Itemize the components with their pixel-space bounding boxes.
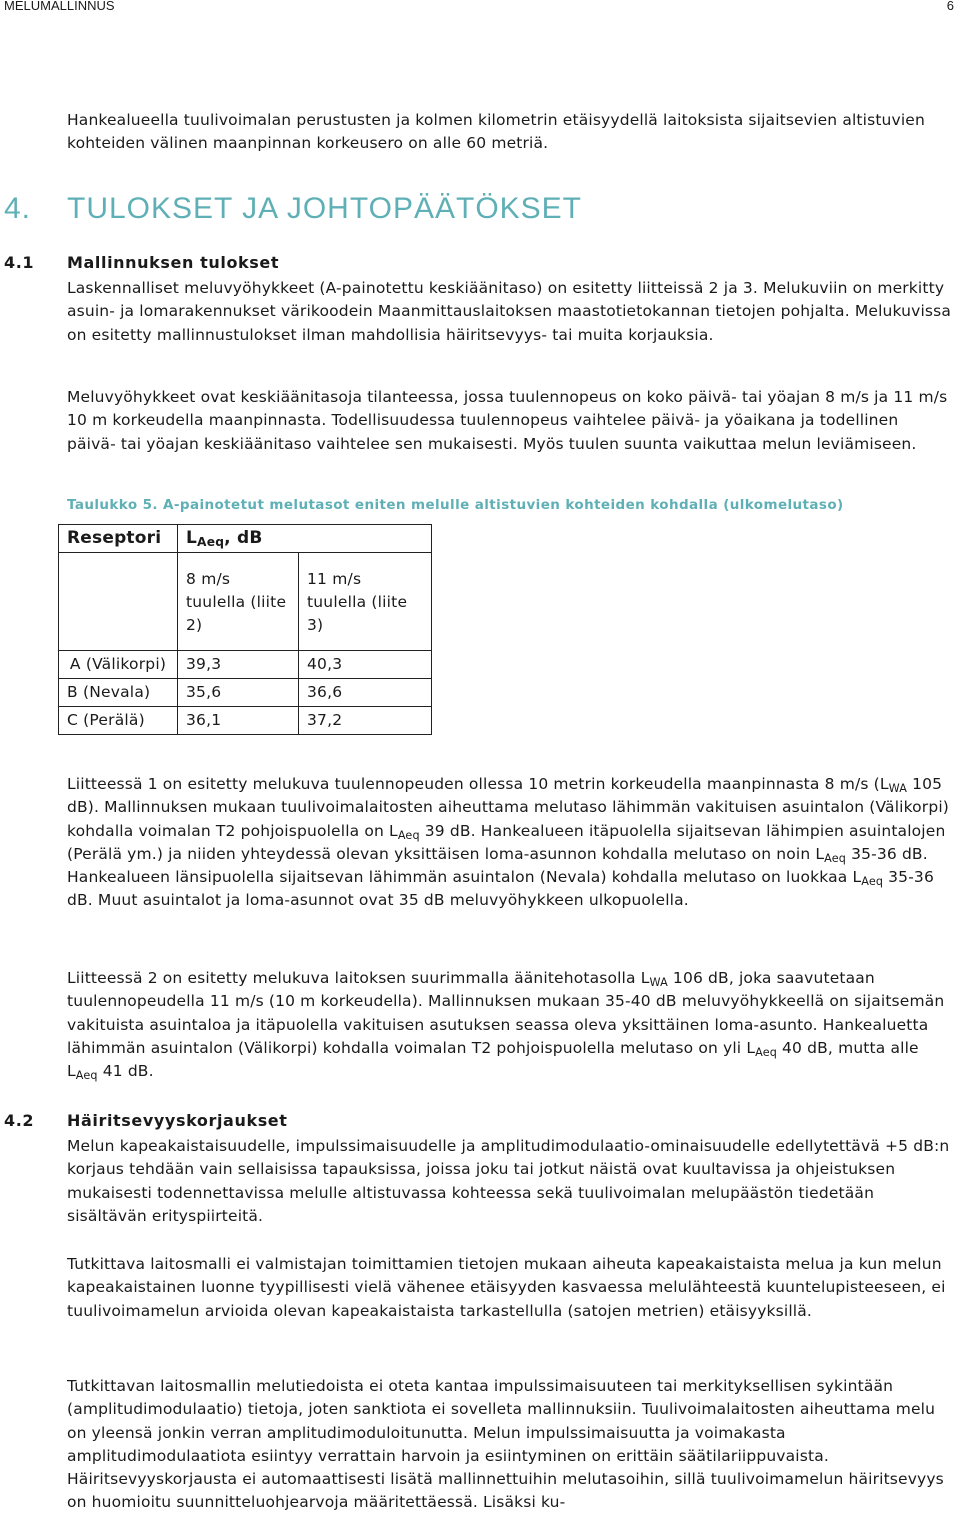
table-row — [59, 707, 432, 735]
table-subheader-row — [59, 553, 432, 651]
page-header — [0, 0, 960, 14]
value-11ms-cell: 37,2 — [299, 707, 432, 735]
table-caption-text: A-painotetut melutasot eniten melulle altistuvien kohteiden kohdalla (ulkomelutaso) — [163, 497, 844, 513]
section-4-2-heading — [4, 1111, 288, 1130]
section-4-2-title: Häiritsevyyskorjaukset — [67, 1111, 288, 1130]
correction-paragraph-1: Melun kapeakaistaisuudelle, impulssimaisuudelle ja amplitudimodulaatio-ominaisuudelle edellytettävä +5 dB:n korjaus tehdään vain sellaisissa tapauksissa, joissa joku tai jotkut näistä ovat kuultavissa ja ohjeistuksen mukaisesti todennettavissa melulle altistuvassa kohteessa sekä tuulivoimalan melupäästön tiedetään sisältävän erityspiirteitä. — [67, 1137, 950, 1225]
value-8ms-cell: 35,6 — [178, 679, 299, 707]
section-4-1-title: Mallinnuksen tulokset — [67, 253, 280, 272]
intro-paragraph: Hankealueella tuulivoimalan perustusten ja kolmen kilometrin etäisyydellä laitoksista sijaitsevien altistuvien kohteiden välinen maanpinnan korkeusero on alle 60 metriä. — [67, 111, 925, 153]
correction-paragraph-2: Tutkittava laitosmalli ei valmistajan toimittamien tietojen mukaan aiheuta kapeakaistaista melua ja kun melun kapeakaistainen luonne tyypillisesti vielä vähenee etäisyyden kasvaessa melulähteestä kuuntelupisteeseen, ei tuulivoimamelun arvioida olevan kapeakaistaista tarkastellulla (satojen metrien) etäisyyksillä. — [67, 1255, 946, 1320]
header-level: $L_{Aeq}$, dB — [178, 525, 432, 553]
section-4-1-heading — [4, 253, 279, 272]
value-8ms-cell: 39,3 — [178, 651, 299, 679]
results-paragraph-1: Laskennalliset meluvyöhykkeet (A-painotettu keskiäänitaso) on esitetty liitteissä 2 ja 3. Melukuviin on merkitty asuin- ja lomarakennukset värikoodein Maanmittauslaitoksen maastotietokannan tietojen pohjalta. Melukuvissa on esitetty mallinnustulokset ilman mahdollisia häiritsevyys- tai muita korjauksia. — [67, 279, 952, 344]
table-caption-label: Taulukko 5. — [67, 497, 158, 513]
value-11ms-cell: 36,6 — [299, 679, 432, 707]
header-receptor: Reseptori — [59, 525, 178, 553]
page-number: 6 — [946, 0, 954, 13]
table-row — [59, 651, 432, 679]
receptor-cell: C (Perälä) — [59, 707, 178, 735]
table-caption — [67, 497, 844, 513]
subheader-11ms: 11 m/s tuulella (liite 3) — [299, 553, 432, 651]
section-4-2-number: 4.2 — [4, 1111, 35, 1130]
subheader-8ms: 8 m/s tuulella (liite 2) — [178, 553, 299, 651]
receptor-cell: A (Välikorpi) — [59, 651, 178, 679]
results-paragraph-2: Meluvyöhykkeet ovat keskiäänitasoja tilanteessa, jossa tuulennopeus on koko päivä- tai yöajan 8 m/s ja 11 m/s 10 m korkeudella maanpinnasta. Todellisuudessa tuulennopeus vaihtelee päivä- ja yöaikana ja todellinen päivä- tai yöajan keskiäänitaso vaihtelee sen mukaisesti. Myös tuulen suunta vaikuttaa melun leviämiseen. — [67, 388, 948, 453]
value-8ms-cell: 36,1 — [178, 707, 299, 735]
noise-level-table — [58, 524, 432, 735]
results-paragraph-3: Liitteessä 1 on esitetty melukuva tuulennopeuden ollessa 10 metrin korkeudella maanpinnasta 8 m/s ($L_{WA}$ 105 dB). Mallinnuksen mukaan tuulivoimalaitosten aiheuttama melutaso lähimmän vakituisen asuintalon (Välikorpi) kohdalla voimalan T2 pohjoispuolella on $L_{Aeq}$ 39 dB. Hankealueen itäpuolella sijaitsevan lähimpien asuintalojen (Perälä ym.) ja niiden yhteydessä olevan yksittäisen loma-asunnon kohdalla melutaso on noin $L_{Aeq}$ 35-36 dB. Hankealueen länsipuolella sijaitsevan lähimmän asuintalon (Nevala) kohdalla melutaso on luokkaa $L_{Aeq}$ 35-36 dB. Muut asuintalot ja loma-asunnot ovat 35 dB meluvyöhykkeen ulkopuolella. — [67, 775, 949, 910]
section-4-heading — [4, 192, 582, 226]
results-paragraph-4: Liitteessä 2 on esitetty melukuva laitoksen suurimmalla äänitehotasolla $L_{WA}$ 106 dB, joka saavutetaan tuulennopeudella 11 m/s (10 m korkeudella). Mallinnuksen mukaan 35-40 dB meluvyöhykkeellä on sijaitsemän vakituista asuintaloa ja itäpuolella vakituisen asutuksen seassa oleva yksittäinen loma-asunto. Hankealuetta lähimmän asuintalon (Välikorpi) kohdalla voimalan T2 pohjoispuolella melutaso on yli $L_{Aeq}$ 40 dB, mutta alle $L_{Aeq}$ 41 dB. — [67, 969, 945, 1082]
table-cell-empty — [59, 553, 178, 651]
section-4-title: TULOKSET JA JOHTOPÄÄTÖKSET — [67, 192, 583, 225]
section-4-number: 4. — [4, 192, 32, 225]
table-row — [59, 679, 432, 707]
correction-paragraph-3: Tutkittavan laitosmallin melutiedoista ei oteta kantaa impulssimaisuuteen tai merkityksellisen sykintään (amplitudimodulaatio) tietoja, joten sanktiota ei sovelleta mallinnuksiin. Tuulivoimalaitosten aiheuttama melu on yleensä jonkin verran amplitudimoduloitunutta. Melun impulssimaisuutta ja voimakasta amplitudimodulaatiota esiintyy verrattain harvoin ja esiintyminen on erittäin säätilariippuvaista. Häiritsevyyskorjausta ei automaattisesti lisätä mallinnettuihin melutasoihin, sillä tuulivoimamelun häiritsevyys on huomioitu suunnitteluohjearvoja määritettäessä. Lisäksi ku- — [67, 1377, 944, 1512]
table-header-row — [59, 525, 432, 553]
receptor-cell: B (Nevala) — [59, 679, 178, 707]
value-11ms-cell: 40,3 — [299, 651, 432, 679]
section-4-1-number: 4.1 — [4, 253, 35, 272]
running-title: MELUMALLINNUS — [4, 0, 115, 13]
